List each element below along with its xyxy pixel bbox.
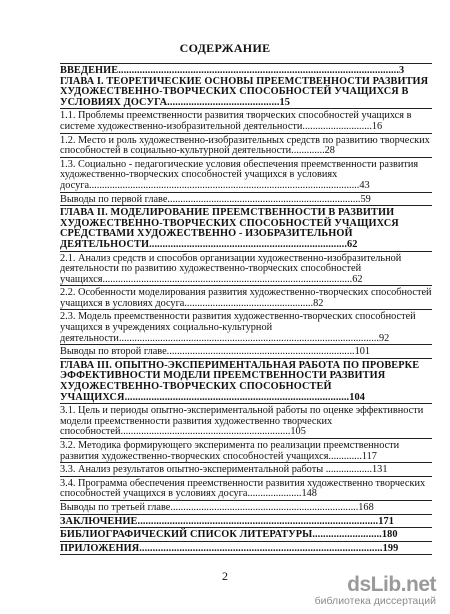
divider (60, 63, 432, 64)
toc-entry-introduction: ВВЕДЕНИЕ.........................................................................................................3 (60, 65, 405, 76)
toc-entry-conclusions-1: Выводы по первой главе...........................................................................59 (60, 193, 371, 205)
divider (60, 344, 432, 345)
site-watermark (315, 575, 436, 607)
toc-entry-chapter-3: ГЛАВА III. ОПЫТНО-ЭКСПЕРИМЕНТАЛЬНАЯ РАБОТА ПО ПРОВЕРКЕ ЭФФЕКТИВНОСТИ МОДЕЛИ ПРЕЕМСТВЕННОСТИ РАЗВИТИЯ ХУДОЖЕСТВЕННО-ТВОРЧЕСКИХ СПОСОБНОСТЕЙ УЧАЩИХСЯ....................................................................................104 (60, 359, 420, 403)
toc-entry-section-3-2: 3.2. Методика формирующего эксперимента по реализации преемственности развития художественно-творческих способностей учащихся.............117 (60, 440, 400, 462)
divider (60, 157, 432, 158)
toc-entry-section-3-3: 3.3. Анализ результатов опытно-экспериментальной работы ..................131 (60, 464, 388, 476)
toc-entry-appendices: ПРИЛОЖЕНИЯ...........................................................................................199 (60, 542, 399, 554)
divider (60, 205, 432, 206)
toc-entry-bibliography: БИБЛИОГРАФИЧЕСКИЙ СПИСОК ЛИТЕРАТУРЫ..........................180 (60, 529, 398, 541)
divider (60, 285, 432, 286)
toc-entry-section-1-3: 1.3. Социально - педагогические условия обеспечения преемственности развития художественно-творческих способностей учащихся в условиях досуга.........................................................................................................43 (60, 158, 419, 191)
divider (60, 309, 432, 310)
toc-entry-section-3-1: 3.1. Цель и периоды опытно-экспериментальной работы по оценке эффективности модели преемственности развития художественно творческих способностей..................................................................105 (60, 405, 424, 438)
divider (60, 514, 432, 515)
toc-entry-conclusions-2: Выводы по второй главе.........................................................................101 (60, 346, 371, 358)
toc-entry-chapter-1: ГЛАВА I. ТЕОРЕТИЧЕСКИЕ ОСНОВЫ ПРЕЕМСТВЕННОСТИ РАЗВИТИЯ ХУДОЖЕСТВЕННО-ТВОРЧЕСКИХ СПОСОБНОСТЕЙ УЧАЩИХСЯ В УСЛОВИЯХ ДОСУГА..........................................15 (60, 75, 429, 108)
toc-entry-section-2-1: 2.1. Анализ средств и способов организации художественно-изобразительной деятельности по развитию художественно-творческих способностей учащихся.................................................................................................62 (60, 252, 402, 285)
divider (60, 358, 432, 359)
toc-heading: СОДЕРЖАНИЕ (179, 41, 271, 55)
toc-entry-section-2-2: 2.2. Особенности моделирования развития художественно-творческих способностей учащихся в условиях досуга..................................................82 (60, 287, 432, 309)
toc-entry-section-3-4: 3.4. Программа обеспечения преемственности развития художественно творческих способностей учащихся в условиях досуга.....................148 (60, 477, 426, 500)
toc-entry-conclusions-3: Выводы по третьей главе.........................................................................168 (60, 501, 374, 513)
toc-entry-section-2-3: 2.3. Модель преемственности развития художественно-творческих способностей учащихся в учреждениях социально-культурной деятельности.....................................................................................................92 (60, 311, 416, 344)
divider (60, 403, 432, 404)
divider (60, 251, 432, 252)
divider (60, 527, 432, 528)
table-of-contents (60, 63, 432, 557)
toc-entry-chapter-2: ГЛАВА II. МОДЕЛИРОВАНИЕ ПРЕЕМСТВЕННОСТИ В РАЗВИТИИ ХУДОЖЕСТВЕННО-ТВОРЧЕСКИХ СПОСОБНОСТЕЙ УЧАЩИХСЯ СРЕДСТВАМИ ХУДОЖЕСТВЕННО - ИЗОБРАЗИТЕЛЬНОЙ ДЕЯТЕЛЬНОСТИ..........................................................................62 (60, 207, 399, 250)
divider (60, 133, 432, 134)
divider (60, 541, 432, 542)
divider (60, 438, 432, 439)
watermark-logo: dsLib.net (347, 573, 436, 596)
divider (60, 108, 432, 109)
divider (60, 476, 432, 477)
toc-entry-conclusion: ЗАКЛЮЧЕНИЕ..........................................................................................171 (60, 515, 394, 527)
toc-entry-section-1-1: 1.1. Проблемы преемственности развития творческих способностей учащихся в системе художественно-изобразительной деятельности...........................16 (60, 110, 412, 132)
page-number: 2 (222, 569, 228, 583)
divider (60, 554, 432, 555)
divider (60, 462, 432, 463)
toc-entry-section-1-2: 1.2. Место и роль художественно-изобразительных средств по развитию творческих способностей в социально-культурной деятельности.............28 (60, 134, 430, 157)
watermark-subtitle: библиотека диссертаций (314, 595, 436, 607)
divider (60, 192, 432, 193)
divider (60, 500, 432, 501)
